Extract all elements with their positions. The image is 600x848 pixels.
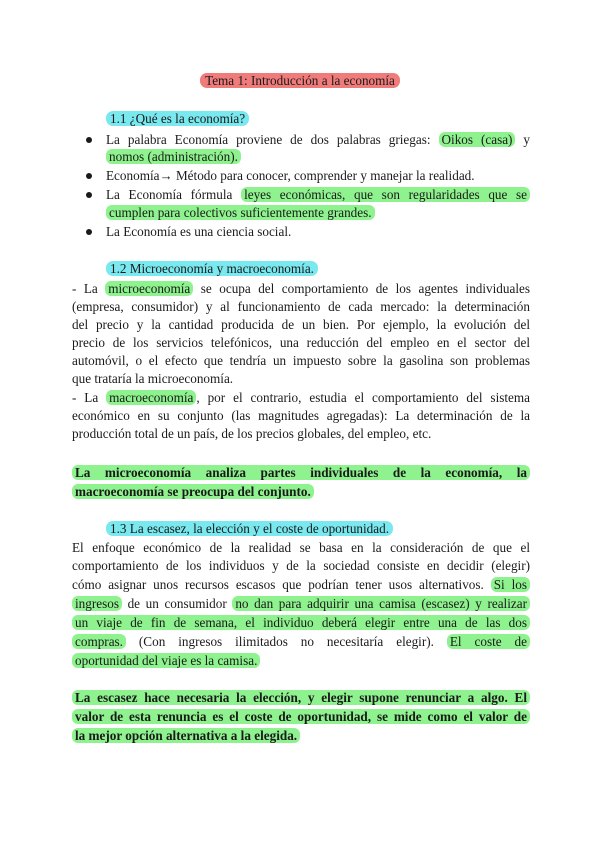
summary-1-line-2: macroeconomía se preocupa del conjunto. xyxy=(72,483,530,501)
bullet-2: Economía→ Método para conocer, comprender y manejar la realidad. xyxy=(106,168,475,183)
macro-para-line-3: producción total de un país, de los precios globales, del empleo, etc. xyxy=(72,426,432,441)
scarcity-para-line-2: comportamiento de los individuos y de la sociedad consiste en decidir (elegir) xyxy=(72,558,530,573)
bullet-icon xyxy=(86,137,92,143)
summary-1-line-1: La microeconomía analiza partes individuales de la economía, la xyxy=(72,464,530,482)
bullet-3-line-2: cumplen para colectivos suficientemente grandes. xyxy=(106,204,530,222)
macro-para-line-2: económico en su conjunto (las magnitudes agregadas): La determinación de la xyxy=(72,408,530,423)
bullet-1-line-2: nomos (administración). xyxy=(106,148,530,166)
bullet-3-line-1: La Economía fórmula leyes económicas, que son regularidades que se xyxy=(106,186,530,204)
scarcity-para-line-4: ingresos de un consumidor no dan para adquirir una camisa (escasez) y realizar xyxy=(72,595,530,613)
scarcity-para-line-5: un viaje de fin de semana, el individuo deberá elegir entre una de las dos xyxy=(72,614,530,632)
summary-2-line-2: valor de esta renuncia es el coste de oportunidad, se mide como el valor de xyxy=(72,708,530,726)
summary-2-line-3: la mejor opción alternativa a la elegida. xyxy=(72,727,530,745)
bullet-icon xyxy=(86,192,92,198)
page-title xyxy=(0,72,600,90)
bullet-icon xyxy=(86,173,92,179)
scarcity-para-line-3: cómo asignar unos recursos escasos que podrían tener usos alternativos. Si los xyxy=(72,576,530,594)
bullet-1-line-1: La palabra Economía proviene de dos palabras griegas: Oikos (casa) y xyxy=(106,132,531,147)
micro-para-line-2: (empresa, consumidor) y al funcionamiento de cada mercado: la determinación xyxy=(72,299,530,314)
summary-2-line-1: La escasez hace necesaria la elección, y elegir supone renunciar a algo. El xyxy=(72,689,530,707)
scarcity-para-line-1: El enfoque económico de la realidad se basa en la consideración de que el xyxy=(72,540,530,555)
page-title-text: Tema 1: Introducción a la economía xyxy=(200,73,400,88)
section-heading-1-2: 1.2 Microeconomía y macroeconomía. xyxy=(106,260,530,278)
micro-para-line-1: - La microeconomía se ocupa del comportamiento de los agentes individuales xyxy=(72,281,530,296)
micro-para-line-3: del precio y la cantidad producida de un bien. Por ejemplo, la evolución del xyxy=(72,317,530,332)
micro-para-line-6: que trataría la microeconomía. xyxy=(72,371,234,386)
bullet-icon xyxy=(86,229,92,235)
scarcity-para-line-7: oportunidad del viaje es la camisa. xyxy=(72,652,530,670)
bullet-4: La Economía es una ciencia social. xyxy=(106,224,292,239)
scarcity-para-line-6: compras. (Con ingresos ilimitados no necesitaría elegir). El coste de xyxy=(72,633,530,651)
micro-para-line-4: precio de los servicios telefónicos, una reducción del empleo en el sector del xyxy=(72,335,530,350)
section-heading-1-3: 1.3 La escasez, la elección y el coste de oportunidad. xyxy=(106,520,530,538)
section-heading-1-1: 1.1 ¿Qué es la economía? xyxy=(106,110,530,128)
macro-para-line-1: - La macroeconomía , por el contrario, estudia el comportamiento del sistema xyxy=(72,390,530,405)
micro-para-line-5: automóvil, o el efecto que tendría un impuesto sobre la gasolina son problemas xyxy=(72,353,530,368)
